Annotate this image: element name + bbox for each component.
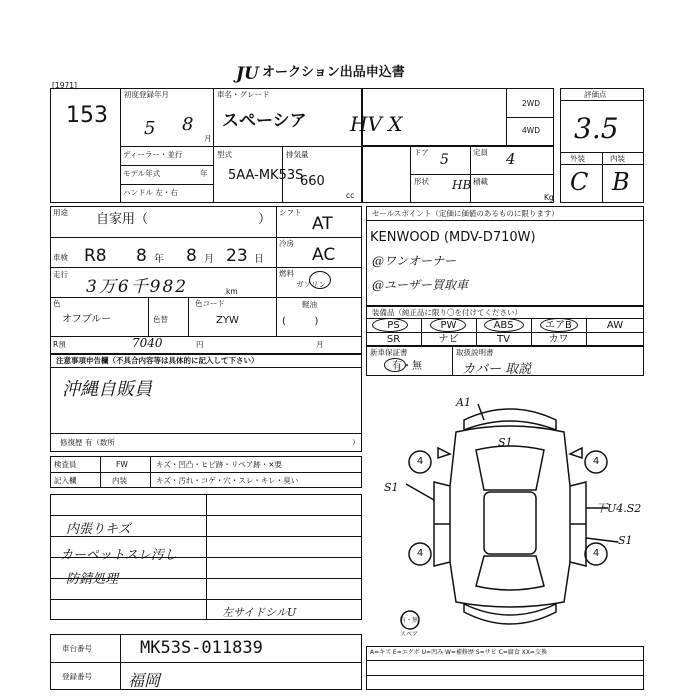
sales-points-title: セールスポイント（定価に価値のあるものに限ります） xyxy=(372,209,559,218)
equip-airbag: エアB xyxy=(545,320,572,331)
inspection-month: 8 xyxy=(186,246,197,266)
fuel-value: ガソリン xyxy=(296,280,326,289)
cooling-value: AC xyxy=(312,245,336,265)
left-mirror xyxy=(438,448,450,458)
doors-label: ドア xyxy=(414,148,429,157)
color-swap-label: 色替 xyxy=(153,315,168,324)
registration-value: 福岡 xyxy=(128,671,161,690)
mileage-value: 3万6千982 xyxy=(86,277,189,297)
model-grade: HV X xyxy=(350,112,403,136)
equip-leather: カワ xyxy=(548,334,569,345)
legend-text: A=キズ E=エクボ U=凹み W=補修歴 S=サビ C=腐食 XX=交換 xyxy=(370,649,547,656)
model-year-label: モデル年式 xyxy=(123,169,161,178)
car-body xyxy=(450,426,570,607)
equip-airbag-circle xyxy=(540,318,578,332)
shape-value: HB xyxy=(452,178,472,192)
color-label: 色 xyxy=(53,299,61,308)
inspector-row1: キズ・凹凸・ヒビ跡・リペア跡・×要 xyxy=(156,460,282,469)
shift-value: AT xyxy=(312,214,333,234)
inspection-era: R8 xyxy=(84,246,107,266)
roof xyxy=(484,492,536,554)
handle-label: ハンドル 左・右 xyxy=(123,188,178,197)
equip-pw: PW xyxy=(440,320,457,331)
lot-number: 153 xyxy=(66,103,108,128)
color-value: オフブルー xyxy=(62,314,112,325)
capacity-label: 定員 xyxy=(473,148,488,157)
warranty-label: 新車保証書 xyxy=(370,348,408,357)
recycle-month-unit: 月 xyxy=(316,340,324,349)
displacement-unit: cc xyxy=(346,191,355,200)
tire-rr-depth: 4 xyxy=(592,548,600,559)
first-registration-month: 8 xyxy=(182,114,194,135)
ju-logo: JU xyxy=(236,64,259,84)
remark-left-3: 防錆処理 xyxy=(66,572,119,587)
tire-fl-depth: 4 xyxy=(416,456,424,467)
windshield xyxy=(476,446,544,490)
equip-aw: AW xyxy=(606,320,624,331)
exterior-grade: C xyxy=(570,168,589,196)
inspector-fw: FW xyxy=(116,460,128,469)
inspector-row2: キズ・汚れ・コゲ・穴・スレ・キレ・臭い xyxy=(156,476,299,485)
inspector-interior: 内装 xyxy=(112,476,127,485)
notes-text: 沖縄自販員 xyxy=(62,379,152,400)
mileage-unit: km xyxy=(226,287,238,296)
usage-close: ） xyxy=(258,212,272,227)
right-mirror xyxy=(570,448,582,458)
shift-label: シフト xyxy=(279,208,302,217)
recycle-value: 7040 xyxy=(132,336,163,350)
tire-fr-depth: 4 xyxy=(592,456,600,467)
repair-history-label: 修復歴 有（数所 xyxy=(60,438,115,447)
type-code-label: 型式 xyxy=(217,150,232,159)
equip-tv: TV xyxy=(497,334,510,345)
warranty-note: カバー 取説 xyxy=(462,362,532,377)
fuel-circle-mark xyxy=(309,271,331,289)
capacity-value: 4 xyxy=(506,150,516,168)
shape-label: 形状 xyxy=(414,177,429,186)
usage-label: 用途 xyxy=(53,208,68,217)
tire-rl-depth: 4 xyxy=(416,548,424,559)
form-title: オークション出品申込書 xyxy=(262,65,405,80)
inspection-year-unit: 年 xyxy=(154,254,164,265)
doors-value: 5 xyxy=(440,152,449,168)
equip-abs-circle xyxy=(484,318,524,332)
rear-window xyxy=(476,556,544,590)
fuel-label: 燃料 xyxy=(279,269,294,278)
model-label: 車名・グレード xyxy=(217,90,270,99)
inspection-year: 8 xyxy=(136,246,147,266)
displacement-value: 660 xyxy=(300,174,325,189)
recycle-label: R預 xyxy=(53,340,66,349)
chassis-label: 車台番号 xyxy=(62,644,92,653)
color-paren: ( ) xyxy=(282,316,319,327)
color-code: ZYW xyxy=(216,315,239,326)
warranty-circle xyxy=(384,358,406,372)
corner-code: [1971] xyxy=(52,81,77,90)
equip-ps: PS xyxy=(387,320,400,331)
inspection-day-unit: 日 xyxy=(254,254,264,265)
fuel-alt: 軽油 xyxy=(302,300,317,309)
diagram-s1-top: S1 xyxy=(498,436,513,449)
exterior-label: 外装 xyxy=(570,154,585,163)
spare-label: スペア xyxy=(400,631,419,638)
displacement-label: 排気量 xyxy=(286,150,309,159)
chassis-number: MK53S-011839 xyxy=(140,638,263,658)
diagram-a1: A1 xyxy=(456,396,471,409)
load-label: 積載 xyxy=(473,177,488,186)
sales-point-3: @ユーザー買取車 xyxy=(372,278,469,292)
interior-grade: B xyxy=(612,168,630,196)
spare-mark: 有・無 xyxy=(400,617,419,624)
diagram-s1-right: S1 xyxy=(618,534,633,547)
equip-ps-circle xyxy=(372,318,408,332)
usage-value: 自家用（ xyxy=(96,212,149,227)
inspection-month-unit: 月 xyxy=(204,254,214,265)
score-label: 評価点 xyxy=(584,90,607,99)
remark-left-2: カーペットスレ汚し xyxy=(60,548,177,563)
model-name: スペーシア xyxy=(222,111,307,131)
inspection-label: 車検 xyxy=(53,253,68,262)
inspection-day: 23 xyxy=(226,246,248,266)
notes-title: 注意事項申告欄（不具合内容等は具体的に記入して下さい） xyxy=(56,356,259,365)
model-year-unit: 年 xyxy=(200,169,208,178)
sales-point-2: @ワンオーナー xyxy=(372,254,457,268)
interior-label: 内装 xyxy=(610,154,625,163)
score-value: 3.5 xyxy=(574,112,619,145)
color-code-label: 色コード xyxy=(195,299,225,308)
manual-label: 取扱説明書 xyxy=(456,348,494,357)
drive-2wd: 2WD xyxy=(522,99,540,108)
equip-pw-circle xyxy=(430,318,466,332)
remark-left-1: 内張りキズ xyxy=(66,522,131,537)
first-registration-year: 5 xyxy=(144,118,156,139)
warranty-options: 有・無 xyxy=(392,361,422,372)
cooling-label: 冷房 xyxy=(279,239,294,248)
equip-abs: ABS xyxy=(493,320,514,331)
registration-label: 登録番号 xyxy=(62,672,92,681)
inspector-label: 検査員 xyxy=(54,460,77,469)
dealer-label: ディーラー・並行 xyxy=(123,150,183,159)
drive-4wd: 4WD xyxy=(522,126,540,135)
entry-label: 記入欄 xyxy=(54,476,77,485)
first-registration-label: 初度登録年月 xyxy=(124,90,169,99)
sales-point-1: KENWOOD (MDV-D710W) xyxy=(370,230,536,245)
mileage-label: 走行 xyxy=(53,270,68,279)
front-bumper xyxy=(464,409,556,430)
type-code-value: 5AA-MK53S xyxy=(228,168,304,183)
equipment-title: 装備品（純正品に限り〇を付けてください） xyxy=(372,308,522,317)
diagram-right-note: 下U4.S2 xyxy=(596,502,642,515)
equip-sr: SR xyxy=(386,334,401,345)
recycle-unit: 円 xyxy=(196,340,204,349)
remark-right-bottom: 左サイドシルU xyxy=(222,606,297,619)
first-registration-mark: 月 xyxy=(204,134,212,143)
load-unit: Kg xyxy=(544,193,554,202)
repair-history-close: ） xyxy=(352,438,360,447)
equip-navi: ナビ xyxy=(438,334,459,345)
diagram-s1-left: S1 xyxy=(384,481,399,494)
